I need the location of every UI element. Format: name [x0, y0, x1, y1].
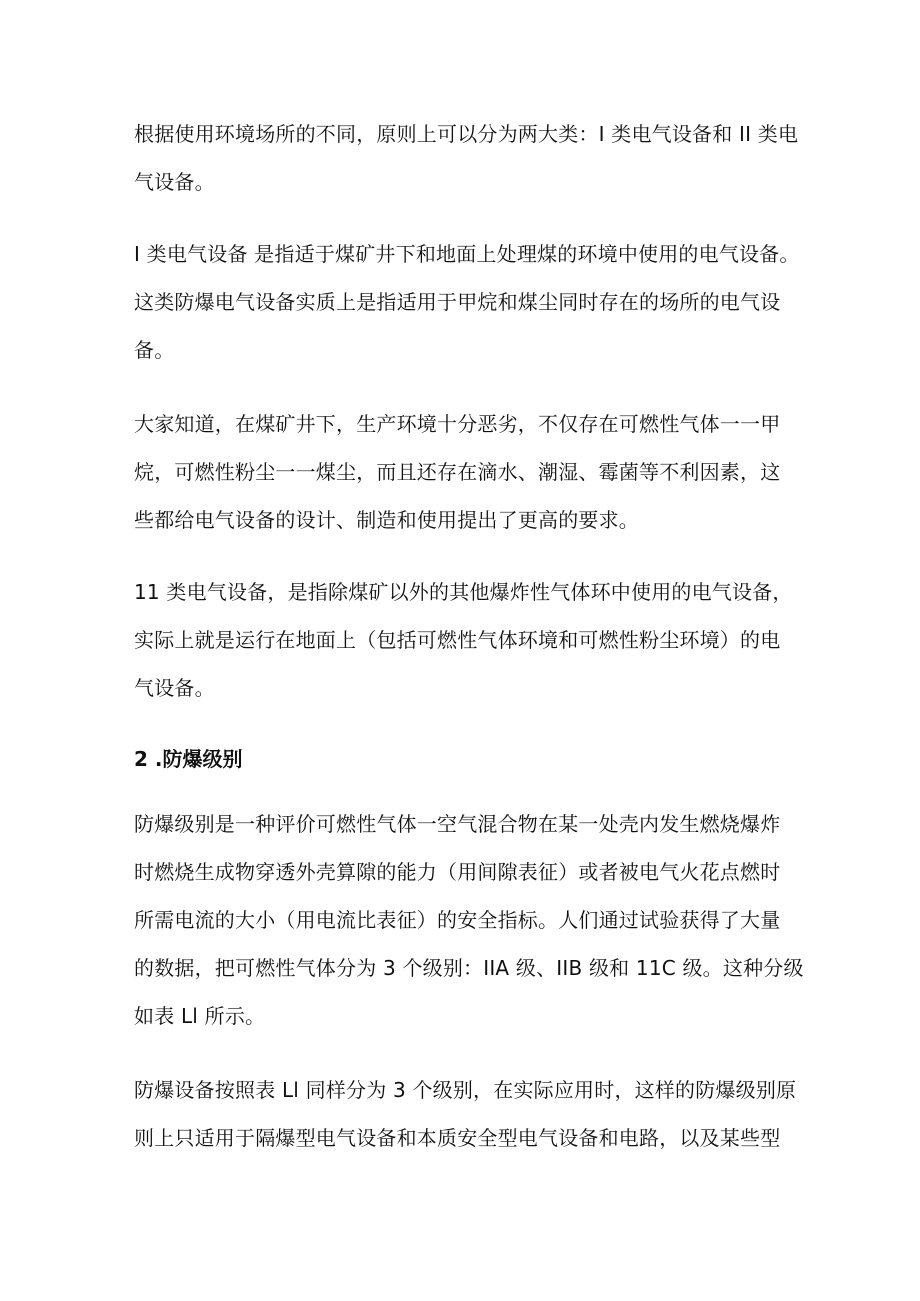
text-line: 防爆级别是一种评价可燃性气体一空气混合物在某一处壳内发生燃烧爆炸 [134, 812, 781, 836]
text-line: 备。 [134, 338, 175, 362]
text-line: 气设备。 [134, 170, 215, 194]
text-line: I 类电气设备 是指适于煤矿井下和地面上处理煤的环境中使用的电气设备。 [134, 242, 800, 266]
text-line: 如表 Ll 所示。 [134, 1004, 266, 1028]
text-line: 防爆设备按照表 Ll 同样分为 3 个级别，在实际应用时，这样的防爆级别原 [134, 1078, 797, 1102]
text-line: 气设备。 [134, 676, 215, 700]
text-line: 时燃烧生成物穿透外壳算隙的能力（用间隙表征）或者被电气火花点燃时 [134, 860, 781, 884]
section-heading: 2 .防爆级别 [134, 747, 243, 771]
paragraph-classification [134, 110, 799, 206]
text-line: 根据使用环境场所的不同，原则上可以分为两大类：I 类电气设备和 II 类电 [134, 122, 799, 146]
text-line: 大家知道，在煤矿井下，生产环境十分恶劣，不仅存在可燃性气体一一甲 [134, 412, 781, 436]
paragraph-equipment-levels [134, 1066, 797, 1162]
text-line: 的数据，把可燃性气体分为 3 个级别：IIA 级、IIB 级和 11C 级。这种分级 [134, 956, 804, 980]
text-line: 烷，可燃性粉尘一一煤尘，而且还存在滴水、潮湿、霉菌等不利因素，这 [134, 460, 781, 484]
text-line: 些都给电气设备的设计、制造和使用提出了更高的要求。 [134, 508, 639, 532]
text-line: 这类防爆电气设备实质上是指适用于甲烷和煤尘同时存在的场所的电气设 [134, 290, 781, 314]
paragraph-class-ii [134, 568, 794, 712]
text-line: 实际上就是运行在地面上（包括可燃性气体环境和可燃性粉尘环境）的电 [134, 628, 781, 652]
paragraph-explosion-level-definition [134, 800, 804, 1040]
paragraph-class-i [134, 230, 800, 374]
text-line: 则上只适用于隔爆型电气设备和本质安全型电气设备和电路，以及某些型 [134, 1126, 781, 1150]
text-line: 11 类电气设备，是指除煤矿以外的其他爆炸性气体环中使用的电气设备， [134, 580, 793, 604]
paragraph-mine-environment [134, 400, 794, 544]
text-line: 所需电流的大小（用电流比表征）的安全指标。人们通过试验获得了大量 [134, 908, 781, 932]
